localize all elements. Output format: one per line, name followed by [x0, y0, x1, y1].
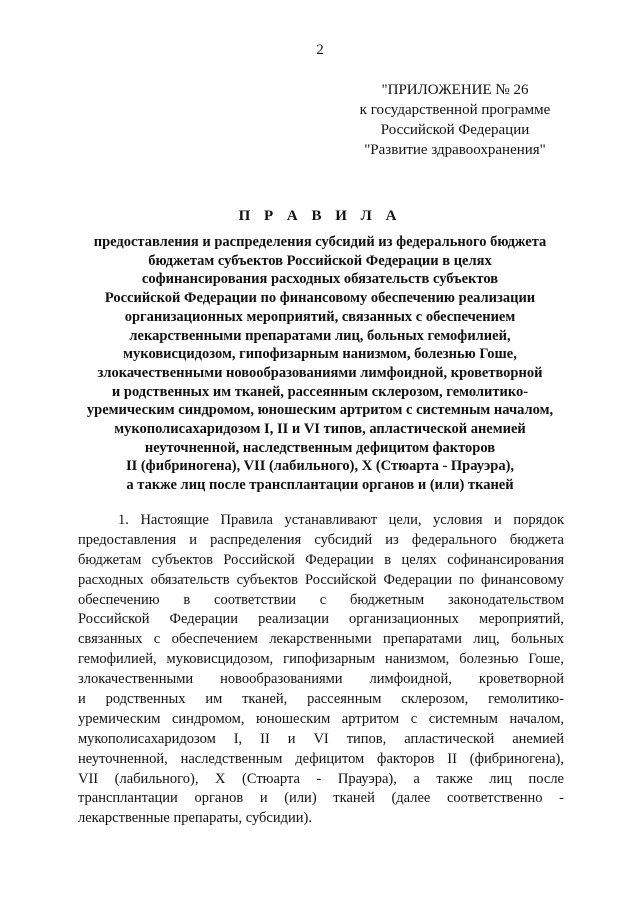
subtitle-line: а также лиц после трансплантации органов и (или) тканей: [126, 477, 514, 494]
body-line: злокачественными новообразованиями лимфоидной, кроветворной: [78, 671, 564, 688]
appendix-header: [330, 80, 580, 160]
subtitle-line: уремическим синдромом, юношеским артритом с системным началом,: [86, 402, 554, 419]
body-line: обеспечению в соответствии с бюджетным законодательством: [78, 591, 564, 608]
body-paragraph: [78, 511, 564, 829]
subtitle-line: Российской Федерации по финансовому обеспечению реализации: [104, 290, 536, 307]
subtitle-line: организационных мероприятий, связанных с обеспечением: [124, 308, 516, 325]
appendix-line: "Развитие здравоохранения": [364, 142, 546, 158]
subtitle-line: лекарственными препаратами лиц, больных гемофилией,: [129, 327, 511, 344]
appendix-line: к государственной программе: [359, 102, 551, 118]
body-line: уремическим синдромом, юношеским артритом с системным началом,: [78, 710, 564, 727]
subtitle-line: мукополисахаридозом I, II и VI типов, апластической анемией: [114, 421, 526, 438]
body-line: трансплантации органов и (или) тканей (далее соответственно -: [78, 790, 564, 807]
subtitle-line: софинансирования расходных обязательств субъектов: [141, 271, 499, 288]
body-line: VII (лабильного), X (Стюарта - Прауэра), а также лиц после: [78, 770, 564, 787]
body-line: связанных с обеспечением лекарственными препаратами лиц, больных: [78, 631, 564, 648]
body-line: гемофилией, муковисцидозом, гипофизарным нанизмом, болезнью Гоше,: [78, 651, 564, 668]
body-line: бюджетам субъектов Российской Федерации в целях софинансирования: [78, 551, 564, 568]
document-subtitle: [60, 233, 580, 495]
subtitle-line: неуточненной, наследственным дефицитом факторов: [144, 439, 496, 456]
document-title: П Р А В И Л А: [238, 208, 402, 224]
subtitle-line: и родственных им тканей, рассеянным склерозом, гемолитико-: [111, 383, 529, 400]
body-line: предоставления и распределения субсидий из федерального бюджета: [78, 531, 564, 548]
appendix-line: Российской Федерации: [380, 122, 530, 138]
subtitle-line: муковисцидозом, гипофизарным нанизмом, болезнью Гоше,: [123, 346, 517, 363]
subtitle-line: бюджетам субъектов Российской Федерации в целях: [148, 252, 492, 269]
body-line: расходных обязательств субъектов Российской Федерации по финансовому: [78, 571, 564, 588]
appendix-line: "ПРИЛОЖЕНИЕ № 26: [381, 82, 529, 98]
subtitle-line: злокачественными новообразованиями лимфоидной, кроветворной: [97, 364, 543, 381]
page-number: 2: [316, 42, 324, 58]
body-line: мукополисахаридозом I, II и VI типов, апластической анемией: [78, 730, 564, 747]
body-line: и родственных им тканей, рассеянным склерозом, гемолитико-: [78, 691, 564, 708]
body-line: 1. Настоящие Правила устанавливают цели, условия и порядок: [118, 512, 564, 528]
subtitle-line: II (фибриногена), VII (лабильного), X (Стюарта - Прауэра),: [125, 458, 515, 475]
body-line: неуточненной, наследственным дефицитом факторов II (фибриногена),: [78, 750, 564, 767]
subtitle-line: предоставления и распределения субсидий из федерального бюджета: [93, 234, 547, 250]
body-line: Российской Федерации реализации организационных мероприятий,: [78, 611, 564, 628]
body-line: лекарственные препараты, субсидии).: [78, 810, 312, 827]
